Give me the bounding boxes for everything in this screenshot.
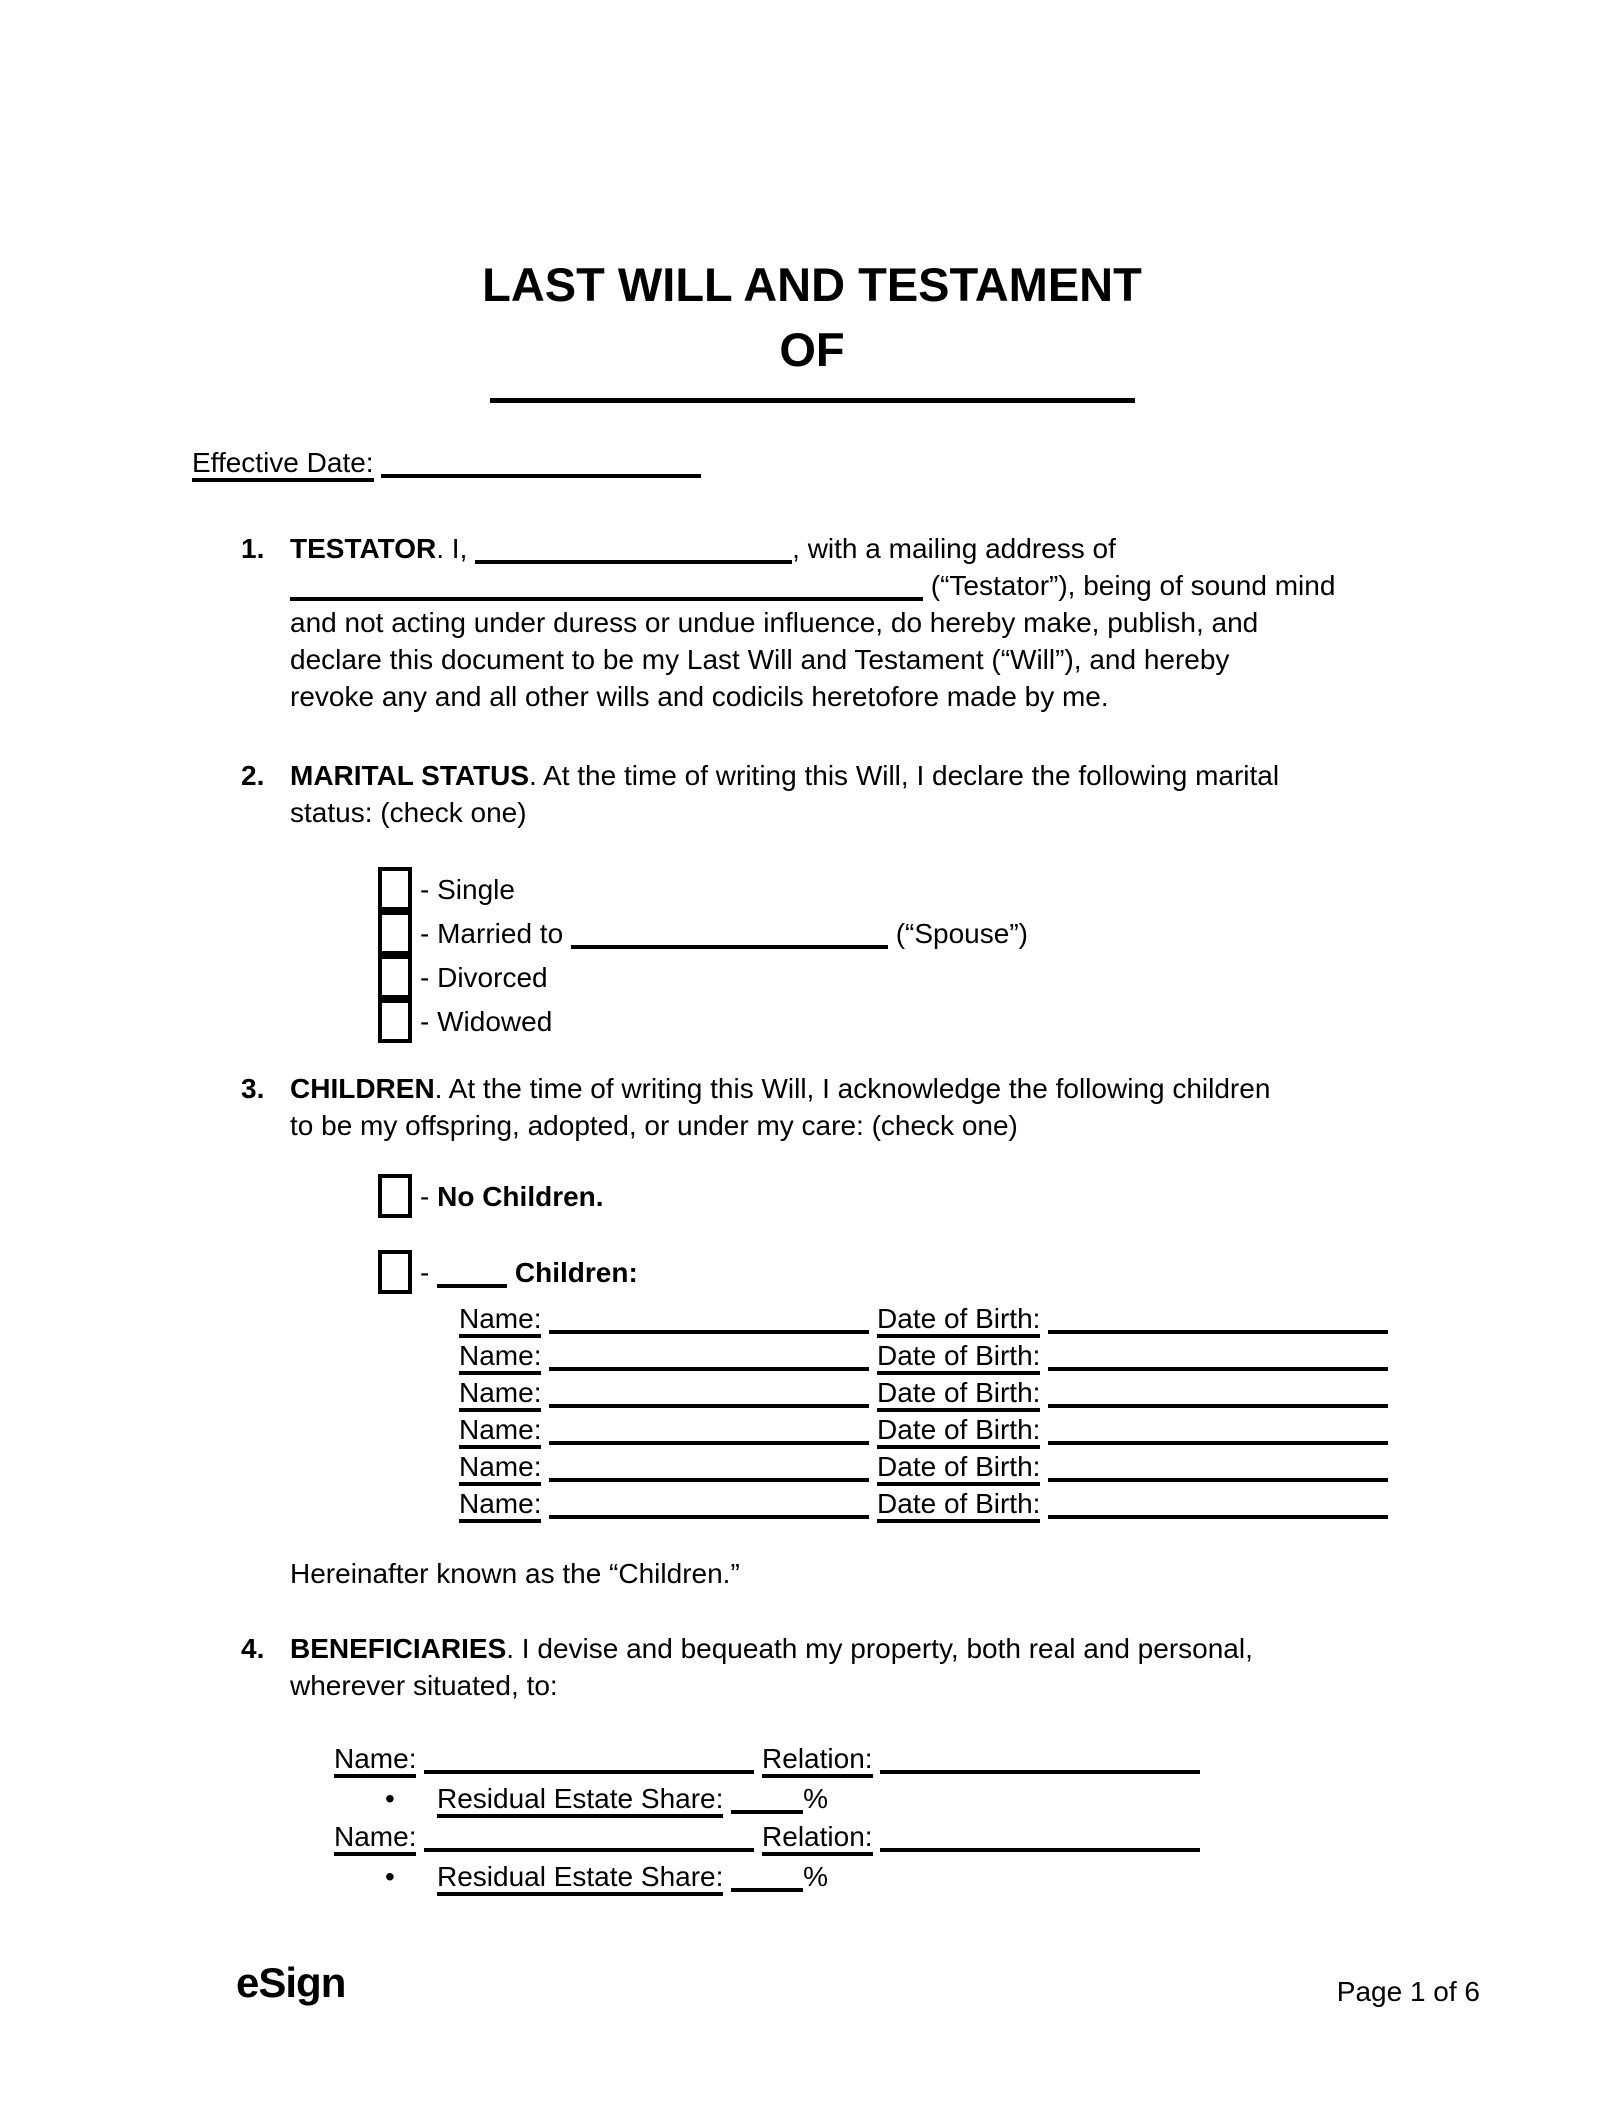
checkbox-single[interactable] bbox=[378, 867, 412, 911]
esign-logo: eSign bbox=[236, 1959, 346, 2006]
testator-text-line: (“Testator”), being of sound mind bbox=[290, 567, 1624, 604]
blank-field[interactable] bbox=[437, 1258, 507, 1288]
blank-field[interactable] bbox=[880, 1744, 1200, 1774]
child-row bbox=[459, 1300, 1624, 1337]
blank-field[interactable] bbox=[1048, 1452, 1388, 1482]
children-table bbox=[459, 1300, 1624, 1522]
effective-date-row bbox=[192, 444, 1624, 481]
child-row bbox=[459, 1411, 1624, 1448]
underlined-label: Name: bbox=[459, 1488, 541, 1523]
checkbox-divorced[interactable] bbox=[378, 955, 412, 999]
marital-option-married bbox=[378, 911, 1624, 955]
blank-field[interactable] bbox=[549, 1304, 869, 1334]
blank-field[interactable] bbox=[424, 1822, 754, 1852]
beneficiary-share-label: Residual Estate Share: % bbox=[437, 1861, 828, 1892]
underlined-label: Name: bbox=[459, 1414, 541, 1449]
underlined-label: Name: bbox=[459, 1377, 541, 1412]
document-title-line1: LAST WILL AND TESTAMENT bbox=[482, 258, 1142, 311]
blank-field[interactable] bbox=[549, 1415, 869, 1445]
children-option-none bbox=[378, 1174, 1624, 1218]
marital-option-divorced-label: - Divorced bbox=[420, 961, 548, 993]
blank-field[interactable] bbox=[549, 1378, 869, 1408]
blank-field[interactable] bbox=[731, 1784, 803, 1814]
underlined-label: Date of Birth: bbox=[877, 1303, 1040, 1338]
underlined-label: Residual Estate Share: bbox=[437, 1861, 723, 1896]
checkbox-has-children[interactable] bbox=[378, 1250, 412, 1294]
section-number: 2. bbox=[241, 760, 265, 791]
underlined-label: Relation: bbox=[762, 1821, 873, 1856]
underlined-label: Relation: bbox=[762, 1743, 873, 1778]
marital-options bbox=[378, 867, 1624, 1043]
blank-field[interactable] bbox=[475, 534, 792, 564]
beneficiaries-list bbox=[334, 1740, 1624, 1895]
effective-date-label: Effective Date: bbox=[192, 447, 374, 482]
underlined-label: Name: bbox=[459, 1451, 541, 1486]
beneficiary-share-label: Residual Estate Share: % bbox=[437, 1783, 828, 1814]
blank-field[interactable] bbox=[880, 1822, 1200, 1852]
checkbox-married[interactable] bbox=[378, 911, 412, 955]
marital-text-line: status: (check one) bbox=[290, 797, 527, 828]
beneficiary-name-row bbox=[334, 1740, 1624, 1777]
testator-text-line: TESTATOR. I, , with a mailing address of bbox=[290, 533, 1116, 564]
child-row bbox=[459, 1374, 1624, 1411]
bullet-icon: • bbox=[385, 1783, 395, 1814]
beneficiary-share-row bbox=[385, 1858, 1624, 1895]
blank-field[interactable] bbox=[424, 1744, 754, 1774]
underlined-label: Residual Estate Share: bbox=[437, 1783, 723, 1818]
underlined-label: Name: bbox=[334, 1821, 416, 1856]
blank-field[interactable] bbox=[1048, 1341, 1388, 1371]
underlined-label: Date of Birth: bbox=[877, 1488, 1040, 1523]
children-text-line: CHILDREN. At the time of writing this Will, I acknowledge the following children bbox=[290, 1073, 1271, 1104]
blank-field[interactable] bbox=[571, 919, 888, 949]
effective-date-blank[interactable] bbox=[381, 448, 701, 478]
beneficiaries-text-line: BENEFICIARIES. I devise and bequeath my property, both real and personal, bbox=[290, 1633, 1253, 1664]
marital-option-divorced bbox=[378, 955, 1624, 999]
blank-field[interactable] bbox=[1048, 1304, 1388, 1334]
page-number: Page 1 of 6 bbox=[1336, 1976, 1480, 2007]
beneficiary-name-row bbox=[334, 1818, 1624, 1855]
marital-option-single bbox=[378, 867, 1624, 911]
children-text-line: to be my offspring, adopted, or under my care: (check one) bbox=[290, 1110, 1018, 1141]
section-number: 1. bbox=[241, 533, 265, 564]
underlined-label: Date of Birth: bbox=[877, 1377, 1040, 1412]
checkbox-no-children[interactable] bbox=[378, 1174, 412, 1218]
testator-text-line: and not acting under duress or undue influence, do hereby make, publish, and bbox=[290, 607, 1259, 638]
child-row bbox=[459, 1448, 1624, 1485]
blank-field[interactable] bbox=[1048, 1378, 1388, 1408]
section-children bbox=[241, 1070, 1624, 1592]
marital-text-line: MARITAL STATUS. At the time of writing this Will, I declare the following marital bbox=[290, 760, 1280, 791]
children-option-count bbox=[378, 1250, 1624, 1294]
blank-field[interactable] bbox=[549, 1489, 869, 1519]
section-number: 4. bbox=[241, 1633, 265, 1664]
section-beneficiaries bbox=[241, 1630, 1624, 1896]
blank-field[interactable] bbox=[290, 571, 923, 601]
children-note: Hereinafter known as the “Children.” bbox=[290, 1558, 740, 1589]
blank-field[interactable] bbox=[549, 1452, 869, 1482]
underlined-label: Date of Birth: bbox=[877, 1414, 1040, 1449]
bullet-icon: • bbox=[385, 1861, 395, 1892]
section-number: 3. bbox=[241, 1073, 265, 1104]
child-row bbox=[459, 1485, 1624, 1522]
blank-field[interactable] bbox=[549, 1341, 869, 1371]
beneficiary-share-row bbox=[385, 1780, 1624, 1817]
blank-field[interactable] bbox=[1048, 1415, 1388, 1445]
marital-option-single-label: - Single bbox=[420, 873, 515, 905]
section-marital-status bbox=[241, 757, 1624, 1043]
document-title-line2: OF bbox=[779, 323, 845, 376]
testator-text-line: declare this document to be my Last Will and Testament (“Will”), and hereby bbox=[290, 644, 1230, 675]
blank-field[interactable] bbox=[731, 1862, 803, 1892]
marital-option-widowed bbox=[378, 999, 1624, 1043]
blank-field[interactable] bbox=[1048, 1489, 1388, 1519]
testator-text-line: revoke any and all other wills and codicils heretofore made by me. bbox=[290, 681, 1109, 712]
document-title bbox=[0, 252, 1624, 382]
marital-option-widowed-label: - Widowed bbox=[420, 1005, 553, 1037]
children-option-none-label: - No Children. bbox=[420, 1180, 604, 1212]
underlined-label: Name: bbox=[459, 1340, 541, 1375]
testator-name-blank[interactable] bbox=[490, 398, 1135, 403]
marital-option-married-label: - Married to (“Spouse”) bbox=[420, 917, 1028, 949]
children-option-count-label: - Children: bbox=[420, 1256, 638, 1288]
child-row bbox=[459, 1337, 1624, 1374]
underlined-label: Date of Birth: bbox=[877, 1340, 1040, 1375]
checkbox-widowed[interactable] bbox=[378, 999, 412, 1043]
beneficiaries-text-line: wherever situated, to: bbox=[290, 1670, 558, 1701]
underlined-label: Date of Birth: bbox=[877, 1451, 1040, 1486]
underlined-label: Name: bbox=[334, 1743, 416, 1778]
section-testator bbox=[241, 530, 1624, 715]
underlined-label: Name: bbox=[459, 1303, 541, 1338]
